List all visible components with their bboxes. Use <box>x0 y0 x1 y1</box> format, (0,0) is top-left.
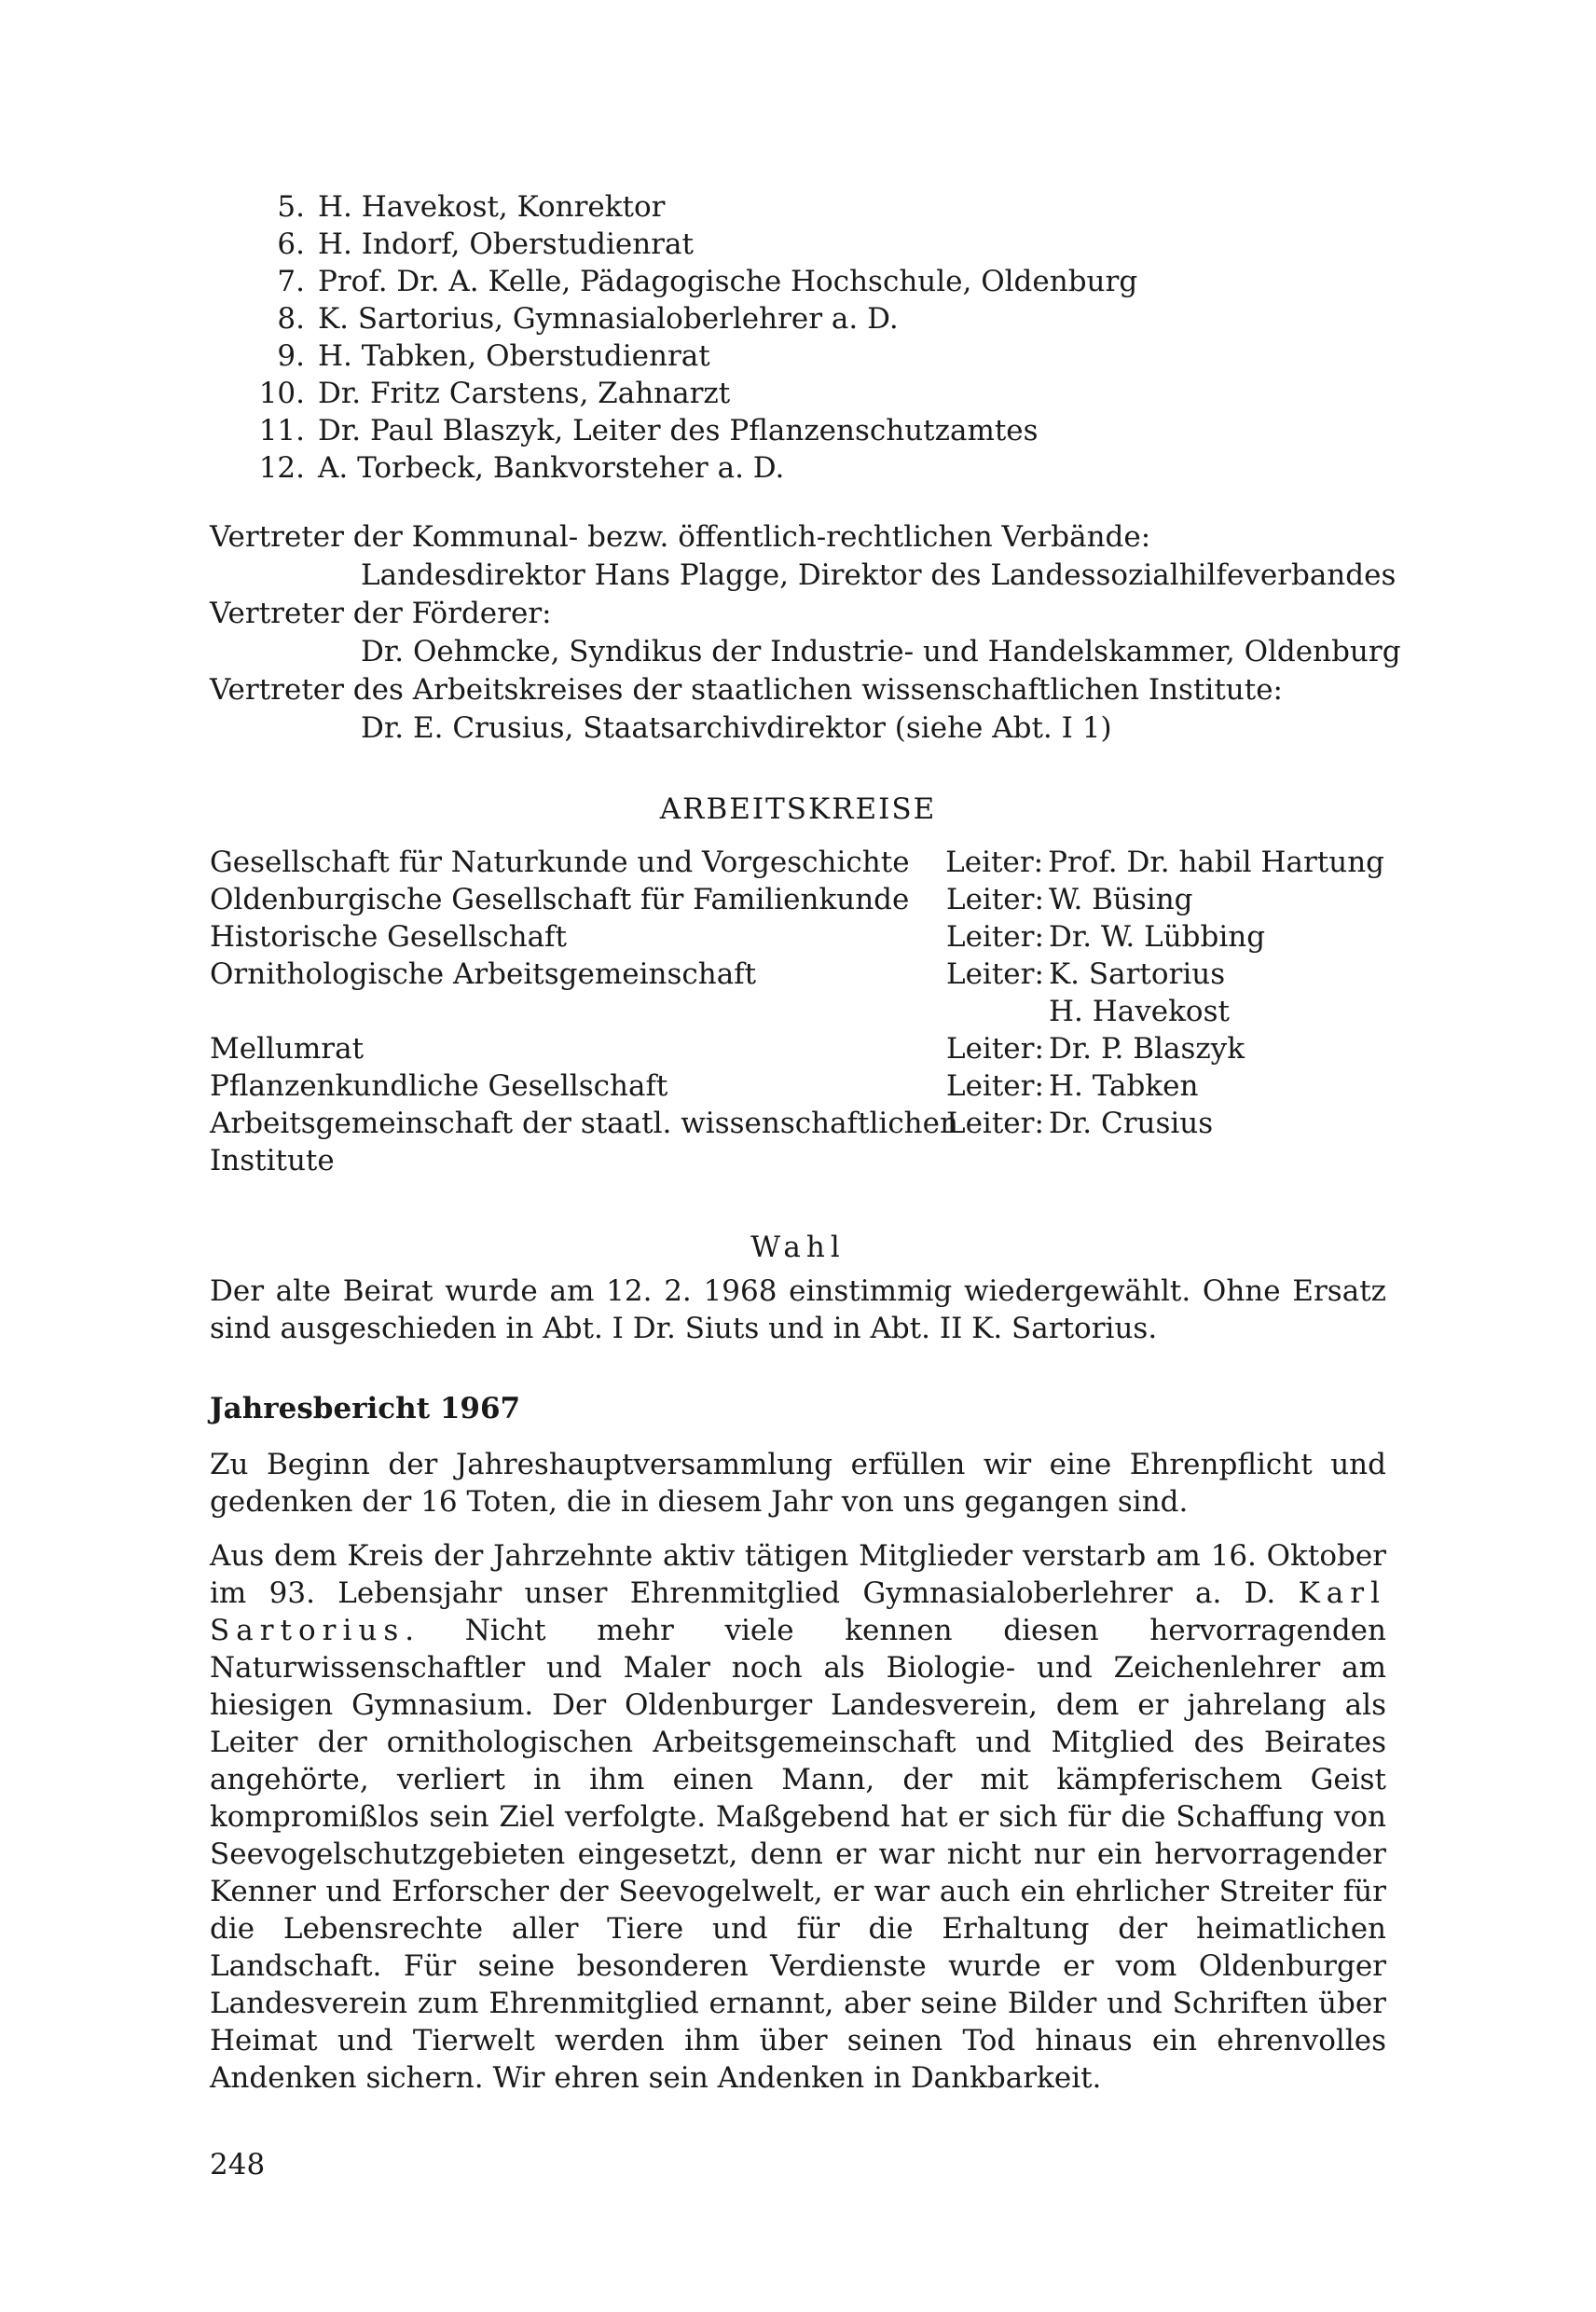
rep-label: Vertreter der Kommunal- bezw. öffentlich-rechtlichen Verbände: <box>210 520 1151 554</box>
kreis-name: Ornithologische Arbeitsgemeinschaft <box>210 957 757 991</box>
list-item <box>210 226 1375 263</box>
leiter-name: Dr. P. Blaszyk <box>1049 1032 1245 1066</box>
item-text: H. Indorf, Oberstudienrat <box>318 227 694 261</box>
list-item <box>210 412 1375 449</box>
kreis-name: Mellumrat <box>210 1032 365 1066</box>
list-item <box>210 449 1375 487</box>
kreis-name-empty <box>210 993 946 1030</box>
rep-name: Dr. Oehmcke, Syndikus der Industrie- und Handelskammer, Oldenburg <box>361 635 1401 668</box>
item-number: 8. <box>277 302 305 336</box>
item-number: 11. <box>258 414 305 447</box>
spaced-name: Karl Sartorius <box>210 1576 1386 1647</box>
leiter-label-empty <box>946 993 1049 1030</box>
kreis-name: Oldenburgische Gesellschaft für Familienkunde <box>210 883 910 916</box>
item-number: 12. <box>258 451 305 485</box>
leiter-name: Dr. Crusius <box>1049 1107 1214 1140</box>
item-text: H. Tabken, Oberstudienrat <box>318 339 710 373</box>
leiter-label: Leiter: <box>946 1032 1044 1066</box>
rep-name: Dr. E. Crusius, Staatsarchivdirektor (siehe Abt. I 1) <box>361 711 1112 745</box>
table-row <box>210 844 1384 881</box>
item-number: 6. <box>277 227 305 261</box>
rep-label: Vertreter des Arbeitskreises der staatlichen wissenschaftlichen Institute: <box>210 673 1283 707</box>
leiter-name: Dr. W. Lübbing <box>1049 920 1266 954</box>
kreis-name: Arbeitsgemeinschaft der staatl. wissenschaftlichen <box>210 1107 958 1140</box>
item-text: Dr. Paul Blaszyk, Leiter des Pflanzenschutzamtes <box>318 414 1039 447</box>
list-item <box>210 337 1375 375</box>
table-row <box>210 1105 1384 1142</box>
kreis-name: Gesellschaft für Naturkunde und Vorgeschichte <box>210 846 910 879</box>
list-item <box>210 300 1375 337</box>
rep-name: Landesdirektor Hans Plagge, Direktor des Landessozialhilfeverbandes <box>361 558 1396 592</box>
list-item <box>210 188 1375 226</box>
table-row <box>210 918 1384 956</box>
item-text: Prof. Dr. A. Kelle, Pädagogische Hochschule, Oldenburg <box>318 265 1138 298</box>
rep-label: Vertreter der Förderer: <box>210 597 552 630</box>
item-text: Dr. Fritz Carstens, Zahnarzt <box>318 377 731 410</box>
wahl-paragraph: Der alte Beirat wurde am 12. 2. 1968 einstimmig wiedergewählt. Ohne Ersatz sind ausgeschieden in Abt. I Dr. Siuts und in Abt. II K. Sartorius. <box>210 1274 1386 1345</box>
leiter-name: W. Büsing <box>1049 883 1193 916</box>
kreis-name-continuation: Institute <box>210 1144 335 1177</box>
table-row <box>210 993 1384 1030</box>
jahresbericht-paragraph-1: Zu Beginn der Jahreshauptversammlung erfüllen wir eine Ehrenpflicht und gedenken der 16 Toten, die in diesem Jahr von uns gegangen sind. <box>210 1448 1386 1519</box>
arbeitskreise-table <box>210 844 1384 1179</box>
leiter-label: Leiter: <box>946 1069 1044 1103</box>
item-number: 10. <box>258 377 305 410</box>
list-item <box>210 263 1375 300</box>
wahl-heading: Wahl <box>750 1231 846 1264</box>
arbeitskreise-heading: ARBEITSKREISE <box>659 792 937 826</box>
list-item <box>210 375 1375 412</box>
jahresbericht-title: Jahresbericht 1967 <box>210 1392 521 1425</box>
kreis-name: Pflanzenkundliche Gesellschaft <box>210 1069 668 1103</box>
item-text: H. Havekost, Konrektor <box>318 190 666 224</box>
leiter-label: Leiter: <box>945 846 1044 879</box>
leiter-label: Leiter: <box>946 957 1044 991</box>
leiter-name: Prof. Dr. habil Hartung <box>1048 846 1384 879</box>
leiter-label: Leiter: <box>946 920 1044 954</box>
leiter-name: K. Sartorius <box>1049 957 1226 991</box>
representatives-block <box>210 518 1401 748</box>
item-number: 9. <box>277 339 305 373</box>
leiter-name: H. Tabken <box>1049 1069 1199 1103</box>
table-row <box>210 956 1384 993</box>
table-row <box>210 1142 1384 1179</box>
member-list <box>210 188 1375 487</box>
page-number: 248 <box>210 2148 266 2181</box>
table-row <box>210 1030 1384 1067</box>
item-text: A. Torbeck, Bankvorsteher a. D. <box>318 451 785 485</box>
kreis-name: Historische Gesellschaft <box>210 920 567 954</box>
leiter-label: Leiter: <box>946 883 1044 916</box>
leiter-label: Leiter: <box>946 1107 1044 1140</box>
leiter-name: H. Havekost <box>1049 995 1230 1028</box>
table-row <box>210 1067 1384 1105</box>
item-number: 5. <box>277 190 305 224</box>
paragraph-text: Aus dem Kreis der Jahrzehnte aktiv tätigen Mitglieder verstarb am 16. Oktober im 93. Lebensjahr unser Ehrenmitglied Gymnasialoberlehrer a. D. <box>210 1539 1386 1610</box>
table-row <box>210 881 1384 918</box>
jahresbericht-paragraph-2 <box>210 1537 1386 2097</box>
item-number: 7. <box>277 265 305 298</box>
paragraph-text: . Nicht mehr viele kennen diesen hervorragenden Naturwissenschaftler und Maler noch als Biologie- und Zeichenlehrer am hiesigen Gymnasium. Der Oldenburger Landesverein, dem er jahrelang als Leiter der ornithologischen Arbeitsgemeinschaft und Mitglied des Beirates angehörte, verliert in ihm einen Mann, der mit kämpferischem Geist kompromißlos sein Ziel verfolgte. Maßgebend hat er sich für die Schaffung von Seevogelschutzgebieten eingesetzt, denn er war nicht nur ein hervorragender Kenner und Erforscher der Seevogelwelt, er war auch ein ehrlicher Streiter für die Lebensrechte aller Tiere und für die Erhaltung der heimatlichen Landschaft. Für seine besonderen Verdienste wurde er vom Oldenburger Landesverein zum Ehrenmitglied ernannt, aber seine Bilder und Schriften über Heimat und Tierwelt werden ihm über seinen Tod hinaus ein ehrenvolles Andenken sichern. Wir ehren sein Andenken in Dankbarkeit. <box>210 1614 1386 2095</box>
item-text: K. Sartorius, Gymnasialoberlehrer a. D. <box>318 302 899 336</box>
